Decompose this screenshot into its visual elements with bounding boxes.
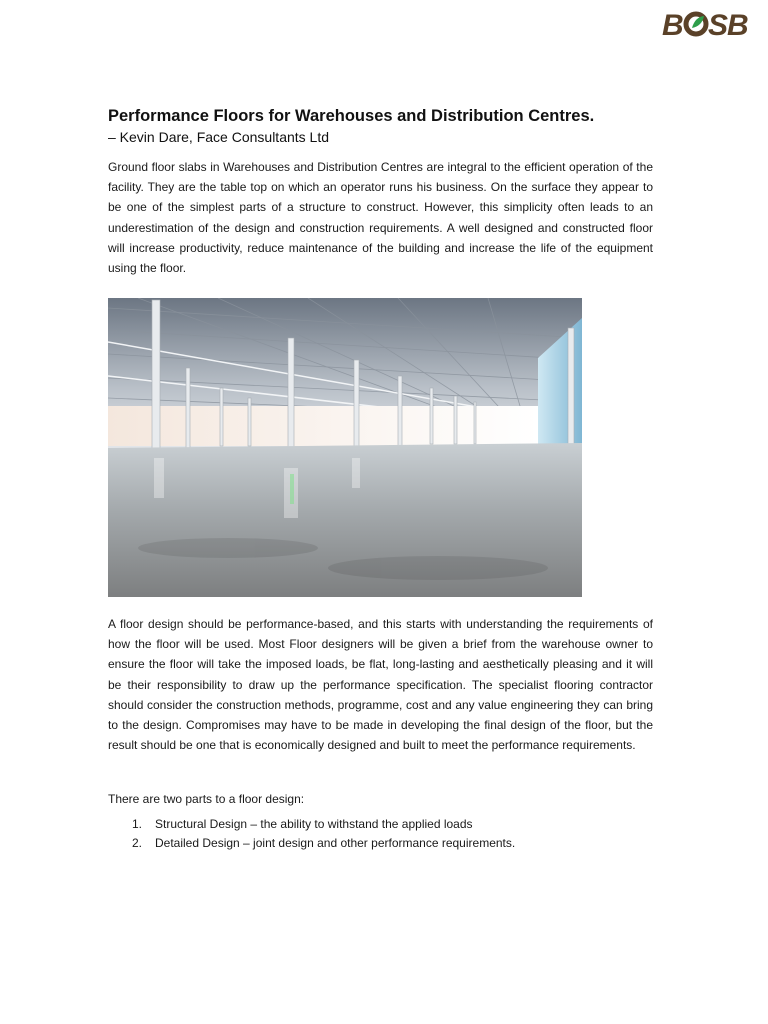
list-item-number: 2. bbox=[132, 836, 143, 850]
bgsb-logo bbox=[662, 6, 766, 40]
list-item-text: Structural Design – the ability to withstand the applied loads bbox=[155, 817, 473, 831]
leaf-icon bbox=[692, 16, 704, 28]
parts-intro: There are two parts to a floor design: bbox=[108, 792, 305, 806]
list-item-number: 1. bbox=[132, 817, 143, 831]
svg-text:SB: SB bbox=[708, 9, 748, 40]
design-parts-list bbox=[108, 815, 653, 853]
warehouse-photo bbox=[108, 298, 582, 597]
list-item bbox=[108, 815, 653, 834]
document-title: Performance Floors for Warehouses and Distribution Centres. bbox=[108, 107, 595, 125]
svg-text:B: B bbox=[662, 9, 683, 40]
list-item-text: Detailed Design – joint design and other performance requirements. bbox=[155, 836, 516, 850]
author-byline: – Kevin Dare, Face Consultants Ltd bbox=[108, 129, 330, 145]
list-item bbox=[108, 834, 653, 853]
design-paragraph: A floor design should be performance-based, and this starts with understanding the requirements of how the floor will be used. Most Floor designers will be given a brief from the warehouse owner to ensure the floor will take the imposed loads, be flat, long-lasting and aesthetically pleasing and it will be their responsibility to draw up the performance specification. The specialist flooring contractor should consider the construction methods, programme, cost and any value engineering they can bring to the design. Compromises may have to be made in developing the final design of the floor, but the result should be one that is economically designed and built to meet the performance requirements. bbox=[108, 617, 653, 753]
intro-paragraph: Ground floor slabs in Warehouses and Distribution Centres are integral to the efficient operation of the facility. They are the table top on which an operator runs his business. On the surface they appear to be one of the simplest parts of a structure to construct. However, this simplicity often leads to an underestimation of the design and construction requirements. A well designed and constructed floor will increase productivity, reduce maintenance of the building and increase the life of the equipment using the floor. bbox=[108, 160, 653, 276]
